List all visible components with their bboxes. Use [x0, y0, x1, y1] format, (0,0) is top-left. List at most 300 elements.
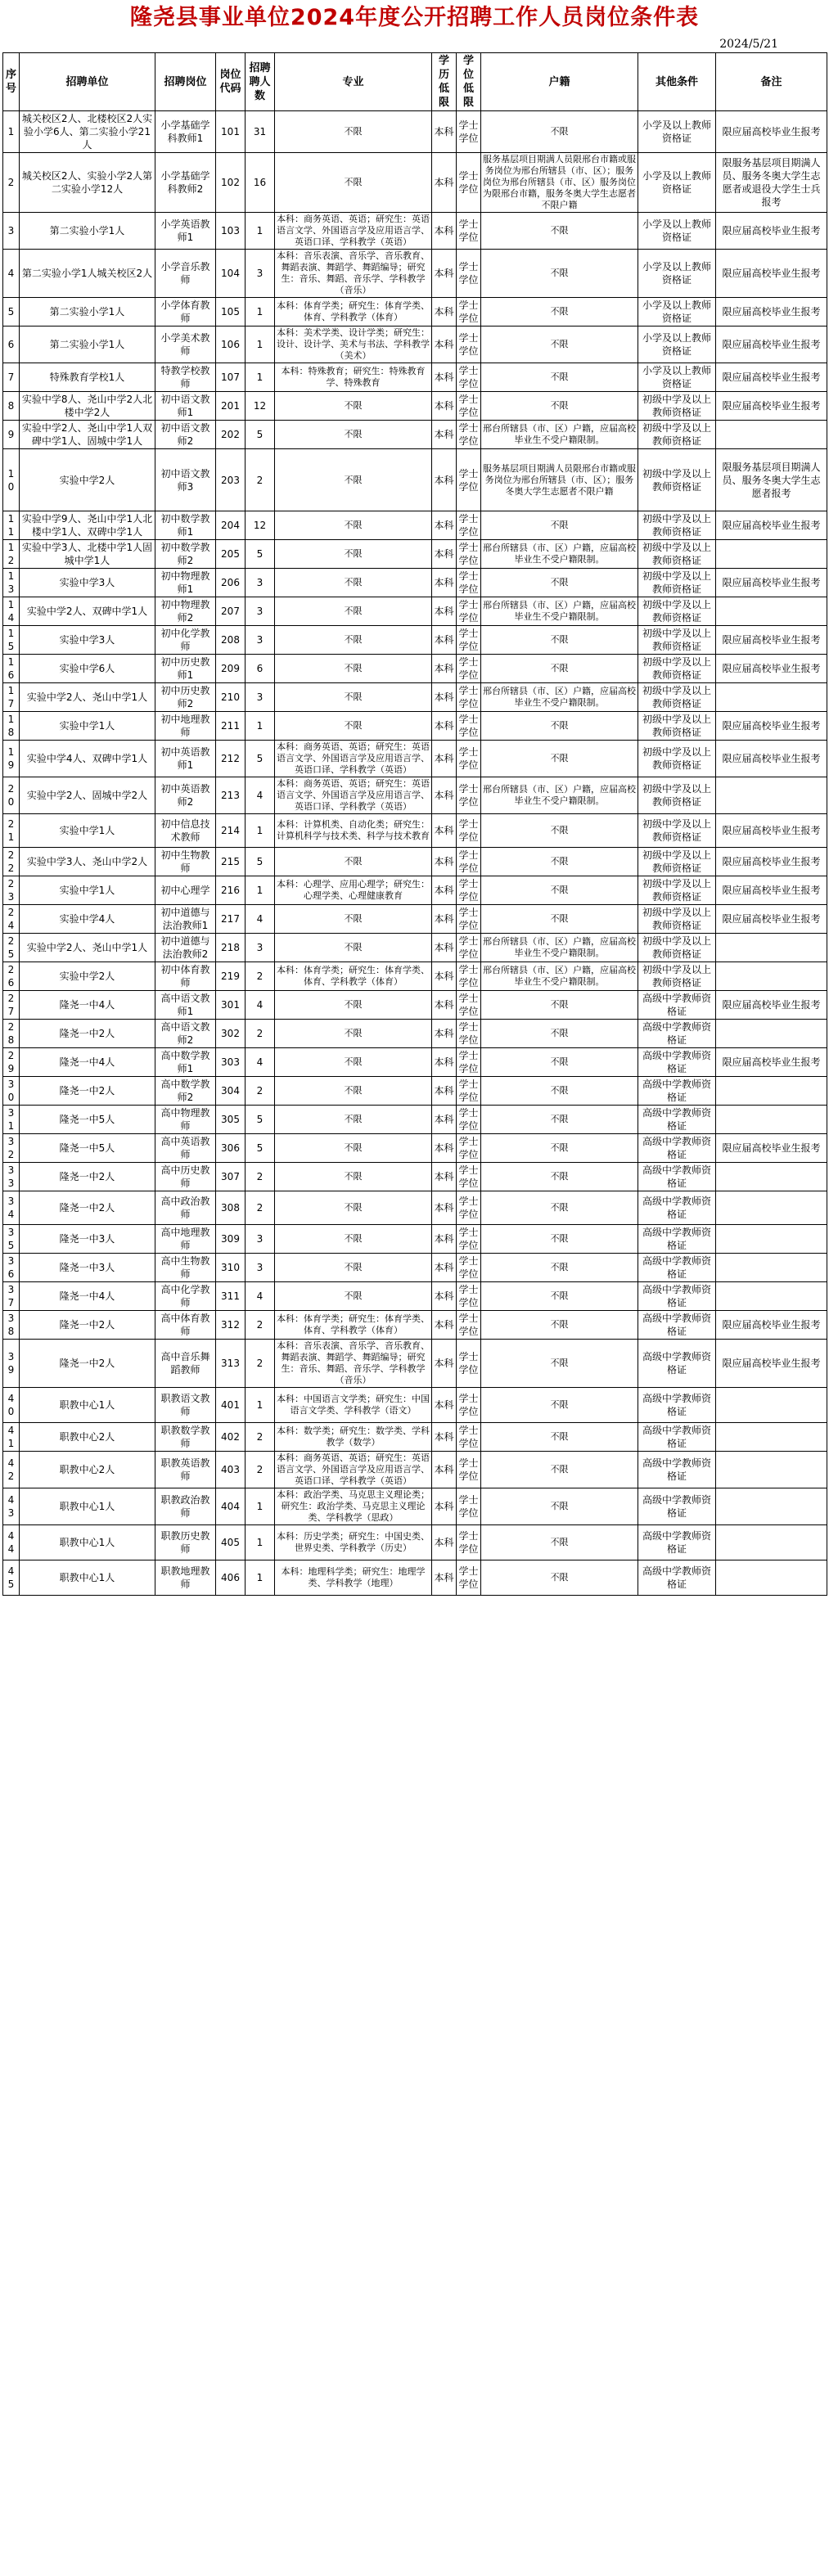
cell-edu: 本科	[432, 1388, 457, 1423]
table-row	[3, 626, 827, 655]
cell-edu: 本科	[432, 1225, 457, 1254]
cell-degree: 学士学位	[457, 1525, 481, 1560]
cell-other: 初级中学及以上教师资格证	[638, 626, 716, 655]
cell-code: 301	[216, 991, 246, 1020]
cell-unit: 实验中学2人	[20, 449, 155, 511]
cell-other: 初级中学及以上教师资格证	[638, 905, 716, 934]
cell-seq: 12	[3, 540, 20, 569]
table-row	[3, 1077, 827, 1106]
cell-other: 高级中学教师资格证	[638, 1020, 716, 1048]
cell-code: 402	[216, 1423, 246, 1452]
cell-other: 初级中学及以上教师资格证	[638, 876, 716, 905]
cell-note: 限应届高校毕业生报考	[716, 363, 827, 392]
cell-huji: 不限	[481, 298, 638, 327]
table-row	[3, 298, 827, 327]
cell-count: 1	[246, 1525, 275, 1560]
cell-code: 404	[216, 1488, 246, 1525]
cell-note: 限服务基层项目期满人员、服务冬奥大学生志愿者报考	[716, 449, 827, 511]
cell-code: 311	[216, 1282, 246, 1311]
cell-unit: 职教中心1人	[20, 1488, 155, 1525]
cell-code: 214	[216, 814, 246, 848]
cell-post: 初中地理教师	[155, 712, 216, 741]
cell-count: 1	[246, 298, 275, 327]
cell-major: 本科：音乐表演、音乐学、音乐教育、舞蹈表演、舞蹈学、舞蹈编导；研究生：音乐、舞蹈、音乐学、学科教学（音乐）	[275, 1340, 432, 1388]
cell-post: 小学美术教师	[155, 327, 216, 363]
table-row	[3, 1134, 827, 1163]
cell-post: 高中物理教师	[155, 1106, 216, 1134]
cell-major: 不限	[275, 540, 432, 569]
cell-post: 职教政治教师	[155, 1488, 216, 1525]
cell-code: 202	[216, 421, 246, 449]
cell-degree: 学士学位	[457, 153, 481, 213]
cell-post: 小学基础学科教师1	[155, 111, 216, 153]
cell-post: 高中生物教师	[155, 1254, 216, 1282]
cell-major: 不限	[275, 1020, 432, 1048]
table-row	[3, 1191, 827, 1225]
cell-note: 限应届高校毕业生报考	[716, 848, 827, 876]
cell-code: 103	[216, 213, 246, 250]
cell-degree: 学士学位	[457, 421, 481, 449]
cell-huji: 不限	[481, 905, 638, 934]
cell-degree: 学士学位	[457, 934, 481, 962]
cell-edu: 本科	[432, 1048, 457, 1077]
cell-seq: 23	[3, 876, 20, 905]
cell-huji: 不限	[481, 327, 638, 363]
cell-note: 限应届高校毕业生报考	[716, 741, 827, 777]
cell-major: 不限	[275, 991, 432, 1020]
cell-other: 初级中学及以上教师资格证	[638, 683, 716, 712]
cell-other: 初级中学及以上教师资格证	[638, 597, 716, 626]
cell-other: 初级中学及以上教师资格证	[638, 449, 716, 511]
cell-huji: 不限	[481, 626, 638, 655]
cell-note: 限应届高校毕业生报考	[716, 626, 827, 655]
cell-edu: 本科	[432, 597, 457, 626]
cell-seq: 40	[3, 1388, 20, 1423]
cell-edu: 本科	[432, 1106, 457, 1134]
cell-degree: 学士学位	[457, 777, 481, 814]
cell-note: 限应届高校毕业生报考	[716, 213, 827, 250]
cell-seq: 37	[3, 1282, 20, 1311]
cell-note	[716, 421, 827, 449]
cell-major: 不限	[275, 421, 432, 449]
cell-edu: 本科	[432, 1020, 457, 1048]
cell-major: 本科：体育学类；研究生：体育学类、体育、学科教学（体育）	[275, 298, 432, 327]
cell-count: 2	[246, 1077, 275, 1106]
cell-seq: 33	[3, 1163, 20, 1191]
cell-major: 本科：体育学类；研究生：体育学类、体育、学科教学（体育）	[275, 962, 432, 991]
cell-degree: 学士学位	[457, 1282, 481, 1311]
cell-post: 初中道德与法治教师2	[155, 934, 216, 962]
table-body	[3, 111, 827, 1596]
table-row	[3, 540, 827, 569]
cell-unit: 隆尧一中2人	[20, 1020, 155, 1048]
cell-degree: 学士学位	[457, 363, 481, 392]
table-row	[3, 511, 827, 540]
cell-count: 6	[246, 655, 275, 683]
cell-other: 高级中学教师资格证	[638, 1340, 716, 1388]
cell-code: 304	[216, 1077, 246, 1106]
cell-count: 4	[246, 991, 275, 1020]
cell-major: 不限	[275, 1282, 432, 1311]
cell-other: 小学及以上教师资格证	[638, 111, 716, 153]
cell-degree: 学士学位	[457, 597, 481, 626]
cell-other: 初级中学及以上教师资格证	[638, 934, 716, 962]
cell-huji: 邢台所辖县（市、区）户籍，应届高校毕业生不受户籍限制。	[481, 597, 638, 626]
cell-unit: 隆尧一中4人	[20, 991, 155, 1020]
cell-other: 高级中学教师资格证	[638, 991, 716, 1020]
cell-unit: 第二实验小学1人城关校区2人	[20, 250, 155, 298]
cell-code: 206	[216, 569, 246, 597]
cell-huji: 不限	[481, 1311, 638, 1340]
cell-post: 初中体育教师	[155, 962, 216, 991]
cell-seq: 24	[3, 905, 20, 934]
cell-count: 2	[246, 1452, 275, 1488]
cell-huji: 不限	[481, 1388, 638, 1423]
cell-huji: 不限	[481, 363, 638, 392]
table-row	[3, 213, 827, 250]
cell-edu: 本科	[432, 111, 457, 153]
cell-note	[716, 1020, 827, 1048]
cell-degree: 学士学位	[457, 1134, 481, 1163]
cell-seq: 29	[3, 1048, 20, 1077]
header-cell: 招聘单位	[20, 53, 155, 111]
cell-seq: 6	[3, 327, 20, 363]
cell-code: 216	[216, 876, 246, 905]
cell-unit: 隆尧一中2人	[20, 1191, 155, 1225]
cell-note: 限应届高校毕业生报考	[716, 1340, 827, 1388]
cell-other: 初级中学及以上教师资格证	[638, 392, 716, 421]
cell-seq: 4	[3, 250, 20, 298]
table-row	[3, 1282, 827, 1311]
cell-note	[716, 1423, 827, 1452]
cell-note: 限应届高校毕业生报考	[716, 876, 827, 905]
cell-code: 213	[216, 777, 246, 814]
cell-major: 不限	[275, 1225, 432, 1254]
cell-post: 高中政治教师	[155, 1191, 216, 1225]
cell-major: 本科：体育学类；研究生：体育学类、体育、学科教学（体育）	[275, 1311, 432, 1340]
cell-other: 小学及以上教师资格证	[638, 363, 716, 392]
cell-unit: 实验中学2人、尧山中学1人双碑中学1人、固城中学1人	[20, 421, 155, 449]
header-cell: 专业	[275, 53, 432, 111]
cell-code: 313	[216, 1340, 246, 1388]
cell-count: 3	[246, 569, 275, 597]
cell-other: 初级中学及以上教师资格证	[638, 777, 716, 814]
table-row	[3, 1163, 827, 1191]
cell-degree: 学士学位	[457, 876, 481, 905]
cell-seq: 18	[3, 712, 20, 741]
cell-huji: 不限	[481, 1282, 638, 1311]
cell-unit: 实验中学3人、尧山中学2人	[20, 848, 155, 876]
cell-unit: 实验中学8人、尧山中学2人北楼中学2人	[20, 392, 155, 421]
cell-major: 本科：中国语言文学类；研究生：中国语言文学类、学科教学（语文）	[275, 1388, 432, 1423]
cell-edu: 本科	[432, 848, 457, 876]
cell-major: 不限	[275, 392, 432, 421]
cell-other: 高级中学教师资格证	[638, 1452, 716, 1488]
cell-unit: 特殊教育学校1人	[20, 363, 155, 392]
cell-note: 限应届高校毕业生报考	[716, 569, 827, 597]
cell-seq: 14	[3, 597, 20, 626]
cell-code: 203	[216, 449, 246, 511]
cell-code: 218	[216, 934, 246, 962]
cell-seq: 31	[3, 1106, 20, 1134]
cell-other: 高级中学教师资格证	[638, 1077, 716, 1106]
cell-note	[716, 1225, 827, 1254]
cell-code: 403	[216, 1452, 246, 1488]
cell-seq: 43	[3, 1488, 20, 1525]
cell-huji: 服务基层项目期满人员限邢台市籍或服务岗位为邢台所辖县（市、区）；服务冬奥大学生志愿者不限户籍	[481, 449, 638, 511]
cell-post: 初中道德与法治教师1	[155, 905, 216, 934]
cell-count: 3	[246, 934, 275, 962]
cell-post: 高中英语教师	[155, 1134, 216, 1163]
cell-other: 高级中学教师资格证	[638, 1423, 716, 1452]
cell-note: 限应届高校毕业生报考	[716, 991, 827, 1020]
cell-huji: 邢台所辖县（市、区）户籍，应届高校毕业生不受户籍限制。	[481, 683, 638, 712]
cell-other: 初级中学及以上教师资格证	[638, 712, 716, 741]
cell-note	[716, 1282, 827, 1311]
cell-seq: 36	[3, 1254, 20, 1282]
cell-note	[716, 1191, 827, 1225]
cell-degree: 学士学位	[457, 962, 481, 991]
cell-post: 初中英语教师2	[155, 777, 216, 814]
cell-count: 2	[246, 449, 275, 511]
cell-edu: 本科	[432, 655, 457, 683]
cell-seq: 9	[3, 421, 20, 449]
cell-degree: 学士学位	[457, 213, 481, 250]
cell-code: 312	[216, 1311, 246, 1340]
cell-post: 初中数学教师2	[155, 540, 216, 569]
cell-huji: 不限	[481, 876, 638, 905]
cell-unit: 实验中学1人	[20, 814, 155, 848]
cell-code: 219	[216, 962, 246, 991]
cell-seq: 7	[3, 363, 20, 392]
cell-post: 初中生物教师	[155, 848, 216, 876]
cell-other: 高级中学教师资格证	[638, 1560, 716, 1596]
cell-major: 不限	[275, 1106, 432, 1134]
cell-edu: 本科	[432, 511, 457, 540]
cell-huji: 不限	[481, 511, 638, 540]
cell-count: 5	[246, 848, 275, 876]
table-row	[3, 1340, 827, 1388]
cell-seq: 30	[3, 1077, 20, 1106]
cell-other: 初级中学及以上教师资格证	[638, 848, 716, 876]
cell-major: 不限	[275, 569, 432, 597]
cell-degree: 学士学位	[457, 1077, 481, 1106]
cell-note: 限应届高校毕业生报考	[716, 1048, 827, 1077]
cell-degree: 学士学位	[457, 540, 481, 569]
cell-seq: 21	[3, 814, 20, 848]
cell-note	[716, 962, 827, 991]
cell-code: 210	[216, 683, 246, 712]
cell-other: 高级中学教师资格证	[638, 1191, 716, 1225]
header-cell: 备注	[716, 53, 827, 111]
cell-degree: 学士学位	[457, 1340, 481, 1388]
cell-unit: 职教中心2人	[20, 1452, 155, 1488]
cell-huji: 不限	[481, 848, 638, 876]
table-row	[3, 1525, 827, 1560]
cell-post: 初中数学教师1	[155, 511, 216, 540]
cell-code: 401	[216, 1388, 246, 1423]
cell-count: 16	[246, 153, 275, 213]
table-row	[3, 1048, 827, 1077]
cell-degree: 学士学位	[457, 1452, 481, 1488]
cell-unit: 实验中学4人	[20, 905, 155, 934]
cell-other: 小学及以上教师资格证	[638, 327, 716, 363]
cell-unit: 职教中心2人	[20, 1423, 155, 1452]
cell-major: 不限	[275, 1163, 432, 1191]
cell-post: 初中语文教师3	[155, 449, 216, 511]
cell-code: 209	[216, 655, 246, 683]
cell-seq: 8	[3, 392, 20, 421]
cell-major: 本科：历史学类；研究生：中国史类、世界史类、学科教学（历史）	[275, 1525, 432, 1560]
cell-degree: 学士学位	[457, 250, 481, 298]
cell-count: 1	[246, 712, 275, 741]
cell-note	[716, 1488, 827, 1525]
cell-degree: 学士学位	[457, 848, 481, 876]
cell-count: 1	[246, 363, 275, 392]
cell-major: 本科：音乐表演、音乐学、音乐教育、舞蹈表演、舞蹈学、舞蹈编导；研究生：音乐、舞蹈、音乐学、学科教学（音乐）	[275, 250, 432, 298]
cell-other: 小学及以上教师资格证	[638, 298, 716, 327]
cell-other: 初级中学及以上教师资格证	[638, 511, 716, 540]
cell-degree: 学士学位	[457, 1225, 481, 1254]
cell-edu: 本科	[432, 1282, 457, 1311]
cell-degree: 学士学位	[457, 1191, 481, 1225]
cell-unit: 隆尧一中2人	[20, 1077, 155, 1106]
cell-note	[716, 1254, 827, 1282]
cell-edu: 本科	[432, 991, 457, 1020]
cell-other: 高级中学教师资格证	[638, 1254, 716, 1282]
cell-major: 本科：心理学、应用心理学；研究生：心理学类、心理健康教育	[275, 876, 432, 905]
cell-count: 1	[246, 814, 275, 848]
cell-huji: 不限	[481, 712, 638, 741]
cell-count: 4	[246, 1282, 275, 1311]
table-header-row	[3, 53, 827, 111]
cell-major: 不限	[275, 1048, 432, 1077]
cell-count: 3	[246, 597, 275, 626]
cell-other: 高级中学教师资格证	[638, 1048, 716, 1077]
cell-edu: 本科	[432, 905, 457, 934]
cell-code: 105	[216, 298, 246, 327]
cell-code: 211	[216, 712, 246, 741]
table-row	[3, 1020, 827, 1048]
cell-major: 不限	[275, 848, 432, 876]
cell-post: 小学基础学科教师2	[155, 153, 216, 213]
cell-edu: 本科	[432, 876, 457, 905]
cell-unit: 职教中心1人	[20, 1525, 155, 1560]
cell-code: 204	[216, 511, 246, 540]
cell-note: 限应届高校毕业生报考	[716, 814, 827, 848]
cell-note: 限服务基层项目期满人员、服务冬奥大学生志愿者或退役大学生士兵报考	[716, 153, 827, 213]
header-cell: 招聘岗位	[155, 53, 216, 111]
cell-unit: 实验中学2人、尧山中学1人	[20, 934, 155, 962]
cell-code: 106	[216, 327, 246, 363]
cell-note: 限应届高校毕业生报考	[716, 1134, 827, 1163]
cell-count: 2	[246, 1423, 275, 1452]
header-cell: 学位低限	[457, 53, 481, 111]
cell-count: 4	[246, 1048, 275, 1077]
table-row	[3, 421, 827, 449]
cell-count: 4	[246, 905, 275, 934]
cell-code: 405	[216, 1525, 246, 1560]
cell-seq: 22	[3, 848, 20, 876]
cell-major: 不限	[275, 712, 432, 741]
header-cell: 学历低限	[432, 53, 457, 111]
cell-post: 初中物理教师2	[155, 597, 216, 626]
cell-other: 高级中学教师资格证	[638, 1134, 716, 1163]
cell-unit: 实验中学9人、尧山中学1人北楼中学1人、双碑中学1人	[20, 511, 155, 540]
cell-post: 职教地理教师	[155, 1560, 216, 1596]
cell-major: 本科：数学类；研究生：数学类、学科教学（数学）	[275, 1423, 432, 1452]
table-row	[3, 1423, 827, 1452]
cell-seq: 1	[3, 111, 20, 153]
cell-other: 高级中学教师资格证	[638, 1388, 716, 1423]
cell-huji: 不限	[481, 1525, 638, 1560]
cell-count: 1	[246, 876, 275, 905]
cell-seq: 25	[3, 934, 20, 962]
cell-seq: 15	[3, 626, 20, 655]
table-row	[3, 876, 827, 905]
header-cell: 其他条件	[638, 53, 716, 111]
cell-degree: 学士学位	[457, 814, 481, 848]
cell-note: 限应届高校毕业生报考	[716, 392, 827, 421]
cell-edu: 本科	[432, 327, 457, 363]
cell-seq: 10	[3, 449, 20, 511]
cell-other: 初级中学及以上教师资格证	[638, 741, 716, 777]
table-row	[3, 814, 827, 848]
cell-other: 高级中学教师资格证	[638, 1225, 716, 1254]
cell-seq: 19	[3, 741, 20, 777]
cell-major: 本科：商务英语、英语；研究生：英语语言文学、外国语言学及应用语言学、英语口译、学科教学（英语）	[275, 741, 432, 777]
cell-unit: 实验中学1人	[20, 712, 155, 741]
cell-major: 本科：计算机类、自动化类；研究生：计算机科学与技术类、科学与技术教育	[275, 814, 432, 848]
cell-code: 102	[216, 153, 246, 213]
table-row	[3, 934, 827, 962]
cell-degree: 学士学位	[457, 1106, 481, 1134]
cell-code: 302	[216, 1020, 246, 1048]
cell-huji: 邢台所辖县（市、区）户籍，应届高校毕业生不受户籍限制。	[481, 777, 638, 814]
cell-unit: 隆尧一中3人	[20, 1254, 155, 1282]
cell-huji: 不限	[481, 1106, 638, 1134]
cell-huji: 不限	[481, 569, 638, 597]
cell-degree: 学士学位	[457, 905, 481, 934]
cell-note: 限应届高校毕业生报考	[716, 1311, 827, 1340]
cell-huji: 不限	[481, 1020, 638, 1048]
cell-seq: 38	[3, 1311, 20, 1340]
cell-other: 初级中学及以上教师资格证	[638, 655, 716, 683]
cell-unit: 实验中学2人	[20, 962, 155, 991]
header-cell: 岗位代码	[216, 53, 246, 111]
table-row	[3, 1560, 827, 1596]
cell-code: 406	[216, 1560, 246, 1596]
table-row	[3, 569, 827, 597]
cell-unit: 第二实验小学1人	[20, 327, 155, 363]
table-row	[3, 991, 827, 1020]
cell-degree: 学士学位	[457, 1311, 481, 1340]
cell-note	[716, 1525, 827, 1560]
cell-major: 不限	[275, 597, 432, 626]
cell-post: 职教历史教师	[155, 1525, 216, 1560]
table-row	[3, 712, 827, 741]
cell-degree: 学士学位	[457, 991, 481, 1020]
cell-count: 2	[246, 962, 275, 991]
cell-code: 305	[216, 1106, 246, 1134]
cell-major: 不限	[275, 1134, 432, 1163]
cell-seq: 45	[3, 1560, 20, 1596]
cell-post: 初中语文教师1	[155, 392, 216, 421]
cell-code: 205	[216, 540, 246, 569]
cell-major: 不限	[275, 449, 432, 511]
cell-unit: 隆尧一中5人	[20, 1134, 155, 1163]
document-date: 2024/5/21	[719, 38, 778, 51]
